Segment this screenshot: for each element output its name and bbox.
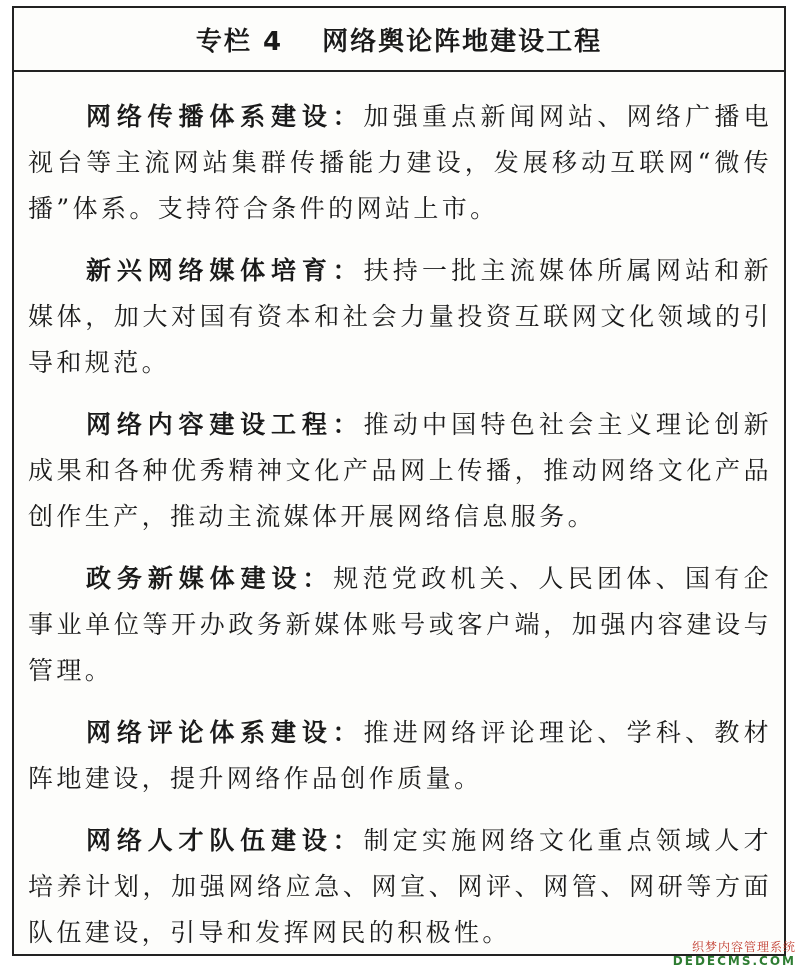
paragraph-commentary-system (28, 710, 772, 802)
paragraph-heading: 网络内容建设工程： (86, 410, 364, 439)
paragraph-body: 规范党政机关、人民团体、国有企事业单位等开办政务新媒体账号或客户端，加强内容建设与管理。 (28, 564, 772, 685)
paragraph-body: 推动中国特色社会主义理论创新成果和各种优秀精神文化产品网上传播，推动网络文化产品创作生产，推动主流媒体开展网络信息服务。 (28, 410, 772, 531)
column-box (12, 6, 786, 956)
paragraph-content-construction (28, 402, 772, 540)
paragraph-heading: 网络人才队伍建设： (86, 826, 364, 855)
paragraph-heading: 网络评论体系建设： (86, 718, 364, 747)
paragraph-body: 推进网络评论理论、学科、教材阵地建设，提升网络作品创作质量。 (28, 718, 772, 793)
paragraph-body: 扶持一批主流媒体所属网站和新媒体，加大对国有资本和社会力量投资互联网文化领域的引导和规范。 (28, 256, 772, 377)
watermark (673, 940, 796, 968)
paragraph-heading: 新兴网络媒体培育： (86, 256, 364, 285)
paragraph-body: 加强重点新闻网站、网络广播电视台等主流网站集群传播能力建设，发展移动互联网“微传播”体系。支持符合条件的网站上市。 (28, 102, 772, 223)
paragraph-government-media (28, 556, 772, 694)
column-content (14, 72, 784, 956)
watermark-line-2: DEDECMS.COM (672, 954, 796, 968)
paragraph-heading: 网络传播体系建设： (86, 102, 364, 131)
watermark-line-1: 织梦内容管理系统 (691, 940, 796, 954)
paragraph-heading: 政务新媒体建设： (86, 564, 334, 593)
paragraph-emerging-media (28, 248, 772, 386)
paragraph-talent-team (28, 818, 772, 956)
column-title: 专栏 4 网络舆论阵地建设工程 (195, 26, 603, 57)
column-title-bar (14, 8, 784, 72)
paragraph-body: 制定实施网络文化重点领域人才培养计划，加强网络应急、网宣、网评、网管、网研等方面队伍建设，引导和发挥网民的积极性。 (28, 826, 772, 947)
paragraph-network-dissemination (28, 94, 772, 232)
